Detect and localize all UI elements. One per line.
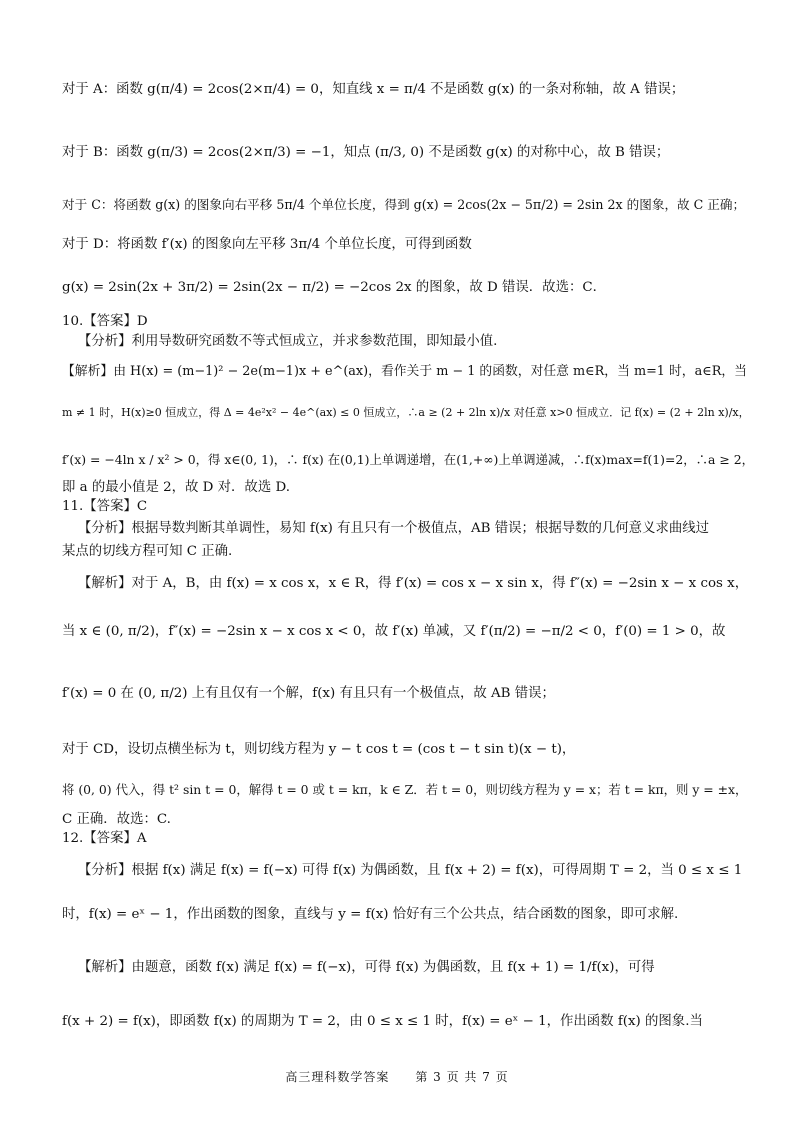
analysis-line: 【分析】利用导数研究函数不等式恒成立，并求参数范围，即知最小值. [78, 334, 498, 349]
solution-line: f′(x) = 0 在 (0, π/2) 上有且仅有一个解，f(x) 有且只有一个极值点，故 AB 错误； [62, 686, 555, 701]
text-line: 对于 C：将函数 g(x) 的图象向右平移 5π/4 个单位长度，得到 g(x) = 2cos(2x − 5π/2) = 2sin 2x 的图象，故 C 正确； [62, 197, 746, 212]
question-answer-heading: 11.【答案】C [62, 499, 148, 514]
solution-line: 【解析】由题意，函数 f(x) 满足 f(x) = f(−x)，可得 f(x) 为偶函数，且 f(x + 1) = 1/f(x)，可得 [78, 960, 655, 975]
text-line: 对于 D：将函数 f′(x) 的图象向左平移 3π/4 个单位长度，可得到函数 [62, 237, 472, 252]
solution-line: f′(x) = −4ln x / x² > 0，得 x∈(0, 1)，∴ f(x) 在(0,1)上单调递增，在(1,+∞)上单调递减，∴f(x)max=f(1)=2，∴a ≥ 2， [62, 452, 754, 467]
page-footer: 高三理科数学答案 第 3 页 共 7 页 [285, 1070, 509, 1084]
analysis-line: 某点的切线方程可知 C 正确. [62, 544, 233, 559]
solution-line: 【解析】对于 A，B，由 f(x) = x cos x，x ∈ R，得 f′(x) = cos x − x sin x，得 f″(x) = −2sin x − x cos x， [78, 576, 749, 591]
solution-line: 即 a 的最小值是 2，故 D 对．故选 D. [62, 480, 290, 495]
solution-line: m ≠ 1 时，H(x)≥0 恒成立，得 Δ = 4e²x² − 4e^(ax) ≤ 0 恒成立，∴a ≥ (2 + 2ln x)/x 对任意 x>0 恒成立．记 f(x) = (2 + 2ln x)/x， [62, 406, 750, 419]
solution-line: 当 x ∈ (0, π/2)，f″(x) = −2sin x − x cos x < 0，故 f′(x) 单减，又 f′(π/2) = −π/2 < 0，f′(0) = 1 > 0，故 [62, 624, 726, 639]
solution-line: 对于 CD，设切点横坐标为 t，则切线方程为 y − t cos t = (cos t − t sin t)(x − t)， [62, 742, 576, 757]
solution-line: f(x + 2) = f(x)，即函数 f(x) 的周期为 T = 2，由 0 ≤ x ≤ 1 时，f(x) = eˣ − 1，作出函数 f(x) 的图象.当 [62, 1014, 703, 1029]
analysis-line: 时，f(x) = eˣ − 1，作出函数的图象，直线与 y = f(x) 恰好有三个公共点，结合函数的图象，即可求解. [62, 907, 679, 922]
solution-line: 【解析】由 H(x) = (m−1)² − 2e(m−1)x + e^(ax)，看作关于 m − 1 的函数，对任意 m∈R，当 m=1 时，a∈R，当 [62, 364, 747, 379]
analysis-line: 【分析】根据导数判断其单调性，易知 f(x) 有且只有一个极值点，AB 错误；根据导数的几何意义求曲线过 [78, 521, 710, 536]
text-line: 对于 A：函数 g(π/4) = 2cos(2×π/4) = 0，知直线 x = π/4 不是函数 g(x) 的一条对称轴，故 A 错误； [62, 82, 685, 97]
question-answer-heading: 12.【答案】A [62, 831, 147, 846]
solution-line: C 正确．故选：C. [62, 812, 171, 827]
text-line: g(x) = 2sin(2x + 3π/2) = 2sin(2x − π/2) = −2cos 2x 的图象，故 D 错误．故选：C． [62, 280, 606, 295]
question-answer-heading: 10.【答案】D [62, 314, 148, 329]
analysis-line: 【分析】根据 f(x) 满足 f(x) = f(−x) 可得 f(x) 为偶函数，且 f(x + 2) = f(x)，可得周期 T = 2，当 0 ≤ x ≤ 1 [78, 863, 743, 878]
text-line: 对于 B：函数 g(π/3) = 2cos(2×π/3) = −1，知点 (π/3, 0) 不是函数 g(x) 的对称中心，故 B 错误； [62, 145, 670, 160]
solution-line: 将 (0, 0) 代入，得 t² sin t = 0，解得 t = 0 或 t = kπ，k ∈ Z．若 t = 0，则切线方程为 y = x；若 t = kπ，则 y = ±x， [62, 782, 748, 797]
